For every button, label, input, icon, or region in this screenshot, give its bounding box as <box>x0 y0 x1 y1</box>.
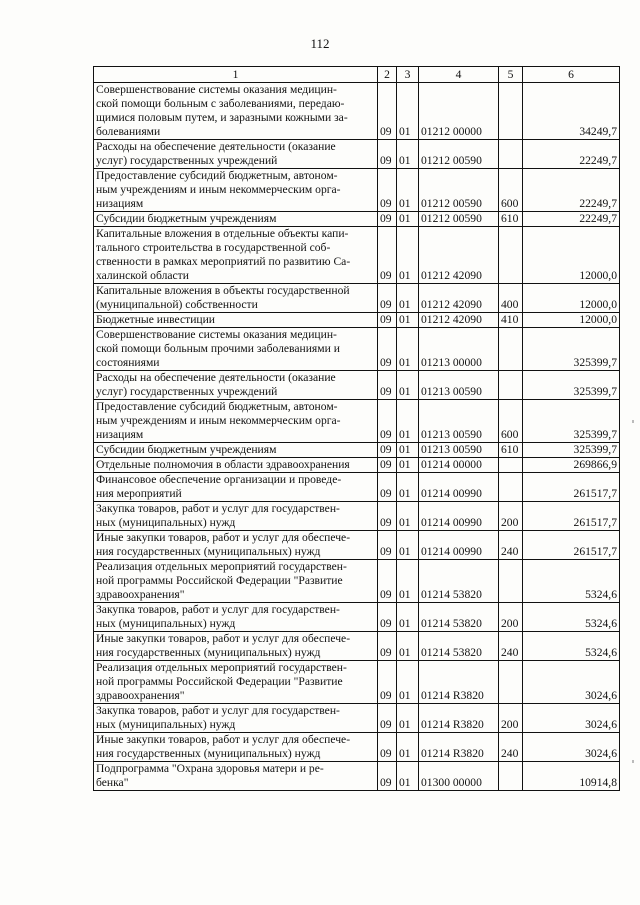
row-target-cell: 01214 53820 <box>419 560 499 603</box>
row-type-cell <box>499 473 523 502</box>
row-sec-cell: 01 <box>397 531 419 560</box>
row-gr-cell: 09 <box>378 83 397 140</box>
row-gr-cell: 09 <box>378 458 397 473</box>
row-gr-cell: 09 <box>378 733 397 762</box>
table-row <box>94 531 620 560</box>
row-target-cell: 01212 42090 <box>419 313 499 328</box>
row-sec-cell: 01 <box>397 371 419 400</box>
row-gr-cell: 09 <box>378 560 397 603</box>
row-name-cell: Совершенствование системы оказания медицин- ской помощи больным с заболеваниями, передаю- щимися половым путем, и заразными кожными за- болеваниями <box>94 83 378 140</box>
table-row <box>94 212 620 227</box>
row-gr-cell: 09 <box>378 443 397 458</box>
table-row <box>94 371 620 400</box>
row-name-cell: Финансовое обеспечение организации и проведе- ния мероприятий <box>94 473 378 502</box>
table-row <box>94 704 620 733</box>
row-sec-cell: 01 <box>397 284 419 313</box>
row-type-cell <box>499 140 523 169</box>
row-amount-cell: 261517,7 <box>523 502 620 531</box>
row-type-cell: 610 <box>499 212 523 227</box>
row-amount-cell: 5324,6 <box>523 632 620 661</box>
row-sec-cell: 01 <box>397 661 419 704</box>
row-sec-cell: 01 <box>397 83 419 140</box>
header-cell-name: 1 <box>94 67 378 83</box>
row-target-cell: 01214 53820 <box>419 632 499 661</box>
table-row <box>94 400 620 443</box>
row-type-cell: 400 <box>499 284 523 313</box>
row-type-cell <box>499 328 523 371</box>
row-type-cell <box>499 371 523 400</box>
row-target-cell: 01214 53820 <box>419 603 499 632</box>
row-name-cell: Предоставление субсидий бюджетным, автоном- ным учреждениям и иным некоммерческим орга- низациям <box>94 400 378 443</box>
row-type-cell <box>499 560 523 603</box>
row-target-cell: 01214 00000 <box>419 458 499 473</box>
row-gr-cell: 09 <box>378 328 397 371</box>
table-row <box>94 169 620 212</box>
row-gr-cell: 09 <box>378 400 397 443</box>
row-type-cell <box>499 227 523 284</box>
row-target-cell: 01214 R3820 <box>419 661 499 704</box>
row-sec-cell: 01 <box>397 313 419 328</box>
row-gr-cell: 09 <box>378 212 397 227</box>
table-row <box>94 443 620 458</box>
row-target-cell: 01300 00000 <box>419 762 499 791</box>
table-row <box>94 733 620 762</box>
row-amount-cell: 261517,7 <box>523 531 620 560</box>
budget-table <box>93 66 620 791</box>
row-type-cell: 410 <box>499 313 523 328</box>
row-name-cell: Субсидии бюджетным учреждениям <box>94 443 378 458</box>
row-gr-cell: 09 <box>378 661 397 704</box>
row-type-cell: 600 <box>499 169 523 212</box>
row-gr-cell: 09 <box>378 473 397 502</box>
table-row <box>94 661 620 704</box>
row-gr-cell: 09 <box>378 632 397 661</box>
row-sec-cell: 01 <box>397 704 419 733</box>
row-name-cell: Иные закупки товаров, работ и услуг для обеспече- ния государственных (муниципальных) нужд <box>94 632 378 661</box>
table-row <box>94 140 620 169</box>
row-amount-cell: 12000,0 <box>523 313 620 328</box>
row-amount-cell: 261517,7 <box>523 473 620 502</box>
table-row <box>94 284 620 313</box>
row-type-cell: 240 <box>499 632 523 661</box>
table-row <box>94 502 620 531</box>
row-sec-cell: 01 <box>397 212 419 227</box>
row-target-cell: 01213 00590 <box>419 400 499 443</box>
row-name-cell: Капитальные вложения в объекты государственной (муниципальной) собственности <box>94 284 378 313</box>
row-amount-cell: 12000,0 <box>523 227 620 284</box>
row-name-cell: Субсидии бюджетным учреждениям <box>94 212 378 227</box>
row-target-cell: 01214 R3820 <box>419 704 499 733</box>
row-amount-cell: 325399,7 <box>523 371 620 400</box>
row-sec-cell: 01 <box>397 443 419 458</box>
table-row <box>94 473 620 502</box>
row-target-cell: 01214 R3820 <box>419 733 499 762</box>
header-cell-amount: 6 <box>523 67 620 83</box>
row-sec-cell: 01 <box>397 458 419 473</box>
row-sec-cell: 01 <box>397 560 419 603</box>
header-cell-sec: 3 <box>397 67 419 83</box>
row-sec-cell: 01 <box>397 227 419 284</box>
row-amount-cell: 3024,6 <box>523 733 620 762</box>
row-amount-cell: 269866,9 <box>523 458 620 473</box>
row-target-cell: 01213 00590 <box>419 371 499 400</box>
row-sec-cell: 01 <box>397 733 419 762</box>
row-name-cell: Бюджетные инвестиции <box>94 313 378 328</box>
row-target-cell: 01212 00590 <box>419 212 499 227</box>
row-target-cell: 01212 42090 <box>419 284 499 313</box>
row-type-cell: 200 <box>499 502 523 531</box>
row-type-cell <box>499 458 523 473</box>
row-amount-cell: 5324,6 <box>523 603 620 632</box>
table-row <box>94 762 620 791</box>
row-gr-cell: 09 <box>378 704 397 733</box>
row-target-cell: 01214 00990 <box>419 502 499 531</box>
row-name-cell: Предоставление субсидий бюджетным, автоном- ным учреждениям и иным некоммерческим орга- низациям <box>94 169 378 212</box>
row-sec-cell: 01 <box>397 632 419 661</box>
row-target-cell: 01212 00590 <box>419 140 499 169</box>
row-gr-cell: 09 <box>378 313 397 328</box>
row-gr-cell: 09 <box>378 140 397 169</box>
header-row <box>94 67 620 83</box>
table-row <box>94 227 620 284</box>
table-row <box>94 603 620 632</box>
row-name-cell: Реализация отдельных мероприятий государствен- ной программы Российской Федерации "Развитие здравоохранения" <box>94 560 378 603</box>
row-name-cell: Иные закупки товаров, работ и услуг для обеспече- ния государственных (муниципальных) нужд <box>94 531 378 560</box>
row-gr-cell: 09 <box>378 371 397 400</box>
row-target-cell: 01214 00990 <box>419 531 499 560</box>
row-type-cell <box>499 83 523 140</box>
row-type-cell: 610 <box>499 443 523 458</box>
row-type-cell: 240 <box>499 733 523 762</box>
row-gr-cell: 09 <box>378 603 397 632</box>
row-amount-cell: 22249,7 <box>523 140 620 169</box>
header-cell-target: 4 <box>419 67 499 83</box>
row-name-cell: Подпрограмма "Охрана здоровья матери и ре- бенка" <box>94 762 378 791</box>
row-amount-cell: 325399,7 <box>523 400 620 443</box>
row-name-cell: Закупка товаров, работ и услуг для государствен- ных (муниципальных) нужд <box>94 603 378 632</box>
row-amount-cell: 3024,6 <box>523 704 620 733</box>
row-name-cell: Расходы на обеспечение деятельности (оказание услуг) государственных учреждений <box>94 371 378 400</box>
row-gr-cell: 09 <box>378 531 397 560</box>
row-name-cell: Закупка товаров, работ и услуг для государствен- ных (муниципальных) нужд <box>94 502 378 531</box>
row-amount-cell: 12000,0 <box>523 284 620 313</box>
row-target-cell: 01212 00590 <box>419 169 499 212</box>
row-gr-cell: 09 <box>378 502 397 531</box>
page-number: 112 <box>310 36 330 51</box>
table-row <box>94 458 620 473</box>
scan-mark <box>632 760 634 763</box>
row-target-cell: 01214 00990 <box>419 473 499 502</box>
row-gr-cell: 09 <box>378 227 397 284</box>
row-target-cell: 01213 00590 <box>419 443 499 458</box>
row-amount-cell: 3024,6 <box>523 661 620 704</box>
row-name-cell: Расходы на обеспечение деятельности (оказание услуг) государственных учреждений <box>94 140 378 169</box>
row-sec-cell: 01 <box>397 140 419 169</box>
row-sec-cell: 01 <box>397 603 419 632</box>
table-row <box>94 632 620 661</box>
row-type-cell: 240 <box>499 531 523 560</box>
row-gr-cell: 09 <box>378 169 397 212</box>
row-target-cell: 01213 00000 <box>419 328 499 371</box>
row-type-cell <box>499 762 523 791</box>
row-amount-cell: 325399,7 <box>523 443 620 458</box>
row-name-cell: Закупка товаров, работ и услуг для государствен- ных (муниципальных) нужд <box>94 704 378 733</box>
scan-mark <box>632 420 634 423</box>
row-amount-cell: 22249,7 <box>523 212 620 227</box>
table-row <box>94 313 620 328</box>
row-amount-cell: 10914,8 <box>523 762 620 791</box>
row-target-cell: 01212 42090 <box>419 227 499 284</box>
table-row <box>94 560 620 603</box>
row-sec-cell: 01 <box>397 502 419 531</box>
row-amount-cell: 22249,7 <box>523 169 620 212</box>
row-name-cell: Иные закупки товаров, работ и услуг для обеспече- ния государственных (муниципальных) нужд <box>94 733 378 762</box>
header-cell-gr: 2 <box>378 67 397 83</box>
row-gr-cell: 09 <box>378 284 397 313</box>
row-target-cell: 01212 00000 <box>419 83 499 140</box>
row-name-cell: Реализация отдельных мероприятий государствен- ной программы Российской Федерации "Развитие здравоохранения" <box>94 661 378 704</box>
header-cell-type: 5 <box>499 67 523 83</box>
row-amount-cell: 5324,6 <box>523 560 620 603</box>
row-amount-cell: 34249,7 <box>523 83 620 140</box>
row-type-cell: 200 <box>499 603 523 632</box>
row-name-cell: Капитальные вложения в отдельные объекты капи- тального строительства в государственной соб- ственности в рамках мероприятий по развитию Са- халинской области <box>94 227 378 284</box>
row-sec-cell: 01 <box>397 169 419 212</box>
row-name-cell: Совершенствование системы оказания медицин- ской помощи больным прочими заболеваниями и состояниями <box>94 328 378 371</box>
table-row <box>94 328 620 371</box>
row-sec-cell: 01 <box>397 473 419 502</box>
row-name-cell: Отдельные полномочия в области здравоохранения <box>94 458 378 473</box>
row-type-cell: 600 <box>499 400 523 443</box>
row-sec-cell: 01 <box>397 400 419 443</box>
row-sec-cell: 01 <box>397 762 419 791</box>
row-sec-cell: 01 <box>397 328 419 371</box>
table-row <box>94 83 620 140</box>
row-type-cell: 200 <box>499 704 523 733</box>
row-gr-cell: 09 <box>378 762 397 791</box>
row-type-cell <box>499 661 523 704</box>
row-amount-cell: 325399,7 <box>523 328 620 371</box>
